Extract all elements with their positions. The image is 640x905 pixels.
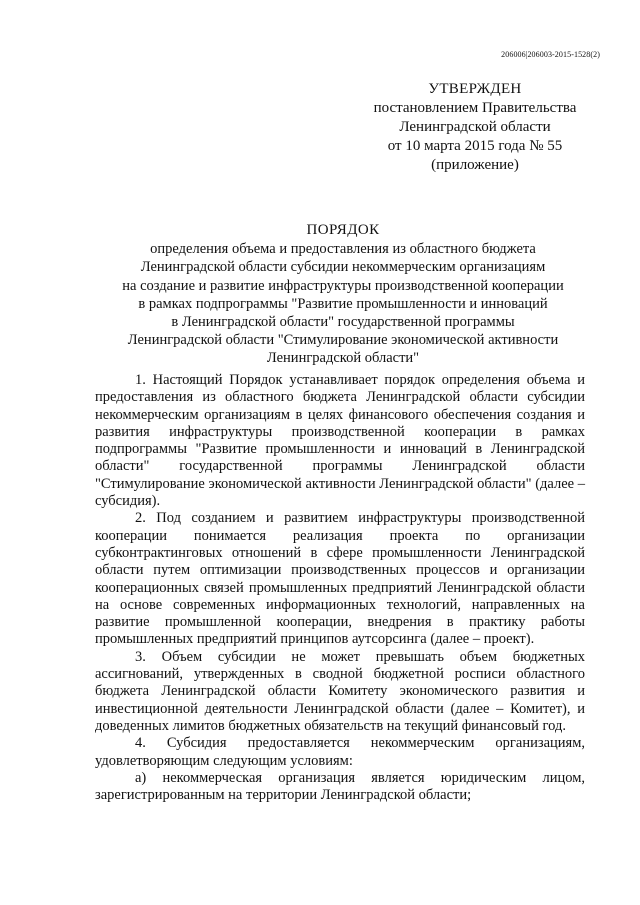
approval-block xyxy=(360,80,590,175)
paragraph-4a: а) некоммерческая организация является юридическим лицом, зарегистрированным на территории Ленинградской области; xyxy=(95,769,585,804)
approval-line: Ленинградской области xyxy=(399,119,551,135)
approval-heading: УТВЕРЖДЕН xyxy=(428,81,522,97)
approval-line: (приложение) xyxy=(431,157,519,173)
paragraph-1: 1. Настоящий Порядок устанавливает порядок определения объема и предоставления из областного бюджета Ленинградской области субсидии некоммерческим организациям в целях финансового обеспечения создания и развития инфраструктуры производственной кооперации в рамках подпрограммы "Развитие промышленности и инноваций в Ленинградской области" государственной программы Ленинградской области "Стимулирование экономической активности Ленинградской области" (далее – субсидия). xyxy=(95,372,585,510)
paragraph-3: 3. Объем субсидии не может превышать объем бюджетных ассигнований, утвержденных в сводной бюджетной росписи областного бюджета Ленинградской области Комитету экономического развития и инвестиционной деятельности Ленинградской области (далее – Комитет), и доведенных лимитов бюджетных обязательств на текущий финансовый год. xyxy=(95,648,585,734)
document-title: ПОРЯДОК xyxy=(306,222,380,238)
title-line: Ленинградской области "Стимулирование экономической активности xyxy=(127,332,559,349)
title-line: Ленинградской области" xyxy=(266,350,420,367)
document-body xyxy=(95,372,585,804)
paragraph-2: 2. Под созданием и развитием инфраструктуры производственной кооперации понимается реализация проекта по организации субконтрактинговых отношений в сфере промышленности Ленинградской области путем оптимизации производственных процессов и организации кооперационных связей промышленных предприятий Ленинградской области на основе современных информационных технологий, направленных на развитие промышленной кооперации, внедрения в практику работы промышленных предприятий принципов аутсорсинга (далее – проект). xyxy=(95,510,585,648)
title-line: на создание и развитие инфраструктуры производственной кооперации xyxy=(122,277,564,294)
paragraph-4: 4. Субсидия предоставляется некоммерческим организациям, удовлетворяющим следующим условиям: xyxy=(95,735,585,769)
title-line: в рамках подпрограммы "Развитие промышленности и инноваций xyxy=(138,295,548,312)
document-title-block xyxy=(88,221,598,368)
title-line: Ленинградской области субсидии некоммерческим организациям xyxy=(140,259,546,276)
approval-date-line: от 10 марта 2015 года № 55 xyxy=(387,138,563,154)
document-stamp-number: 206006|206003-2015-1528(2) xyxy=(501,50,600,59)
title-line: в Ленинградской области" государственной программы xyxy=(171,314,515,331)
title-line: определения объема и предоставления из областного бюджета xyxy=(150,241,536,258)
approval-line: постановлением Правительства xyxy=(373,100,577,116)
